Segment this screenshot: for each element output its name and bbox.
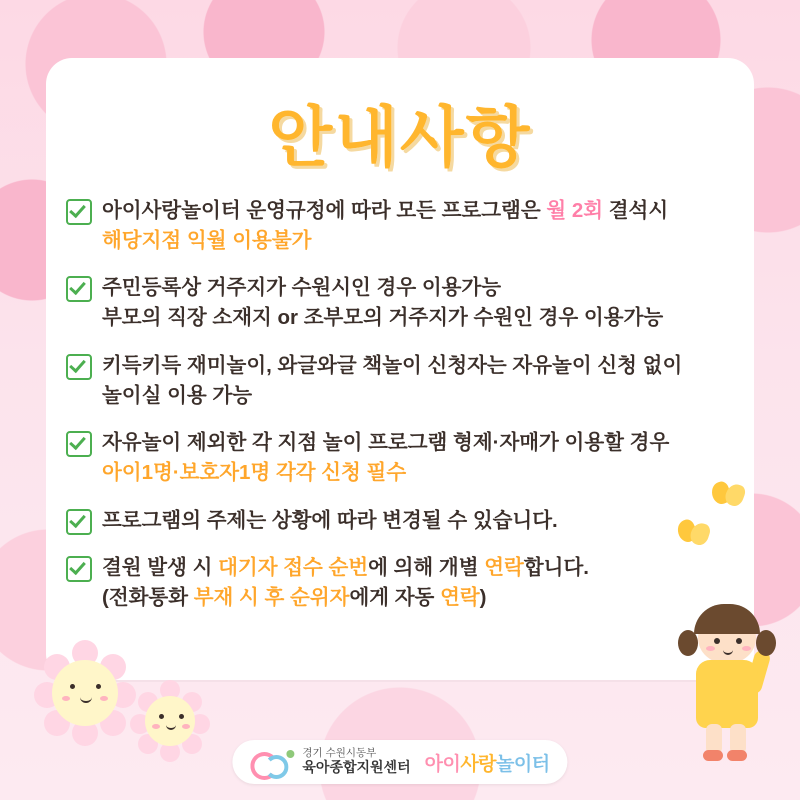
notice-text	[102, 428, 734, 487]
brand-part-3: 놀이터	[496, 753, 550, 775]
notice-text	[102, 196, 734, 255]
checkbox-icon	[66, 509, 92, 535]
girl-illustration	[672, 604, 782, 764]
notice-segment: 프로그램의 주제는 상황에 따라 변경될 수 있습니다.	[102, 508, 558, 532]
notice-segment-highlight: 대기자 접수 순번	[218, 556, 369, 580]
notice-segment: 부모의 직장 소재지 or 조부모의 거주지가 수원인 경우 이용가능	[102, 306, 664, 330]
page-title	[46, 84, 754, 179]
list-item	[66, 351, 734, 410]
notice-segment-highlight: 연락	[484, 556, 524, 580]
notice-segment-highlight: 해당지점 익월 이용불가	[102, 228, 312, 252]
brand-part-2: 사랑	[460, 753, 497, 775]
flower-character-small	[128, 680, 212, 764]
brand-logo	[425, 749, 550, 776]
notice-text	[102, 273, 734, 332]
notice-segment-highlight: 월 2회	[546, 199, 604, 222]
notice-segment: 아이사랑놀이터 운영규정에 따라 모든 프로그램은	[102, 199, 547, 222]
org-name: 육아종합지원센터	[302, 759, 411, 776]
page-title-text: 안내사항	[268, 100, 532, 174]
checkbox-icon	[66, 556, 92, 582]
notice-segment-highlight: 아이1명·보호자1명 각각 신청 필수	[102, 461, 407, 485]
notice-segment: 자유놀이 제외한 각 지점 놀이 프로그램 형제·자매가 이용할 경우	[102, 431, 670, 455]
checkbox-icon	[66, 431, 92, 457]
notice-segment: )	[479, 586, 487, 610]
center-logo-icon	[250, 747, 294, 777]
notice-text	[102, 351, 734, 410]
notice-list	[66, 196, 734, 631]
notice-segment: (전화통화	[102, 586, 194, 610]
notice-card	[46, 58, 754, 680]
brand-part-1: 아이	[424, 753, 461, 775]
notice-segment: 키득키득 재미놀이, 와글와글 책놀이 신청자는 자유놀이 신청 없이	[102, 353, 683, 377]
checkbox-icon	[66, 276, 92, 302]
organization-text	[302, 748, 410, 775]
list-item	[66, 273, 734, 332]
butterfly-icon-1	[712, 482, 752, 514]
notice-segment: 합니다.	[523, 556, 589, 580]
list-item	[66, 553, 734, 612]
list-item	[66, 196, 734, 255]
notice-segment: 놀이실 이용 가능	[102, 383, 253, 407]
notice-segment-highlight: 연락	[440, 586, 480, 610]
notice-text	[102, 506, 734, 536]
notice-segment: 주민등록상 거주지가 수원시인 경우 이용가능	[102, 276, 502, 300]
notice-segment: 결석시	[603, 199, 669, 222]
list-item	[66, 428, 734, 487]
org-region: 경기 수원시동부	[302, 747, 377, 760]
checkbox-icon	[66, 199, 92, 225]
footer-logo-bar	[232, 740, 567, 784]
checkbox-icon	[66, 354, 92, 380]
notice-text	[102, 553, 734, 612]
notice-segment: 결원 발생 시	[102, 556, 219, 580]
notice-segment: 에 의해 개별	[368, 556, 485, 580]
notice-segment-highlight: 부재 시 후 순위자	[193, 586, 350, 610]
butterfly-icon-2	[678, 520, 718, 552]
notice-segment: 에게 자동	[349, 586, 441, 610]
list-item	[66, 506, 734, 536]
flower-character-large	[30, 640, 140, 750]
